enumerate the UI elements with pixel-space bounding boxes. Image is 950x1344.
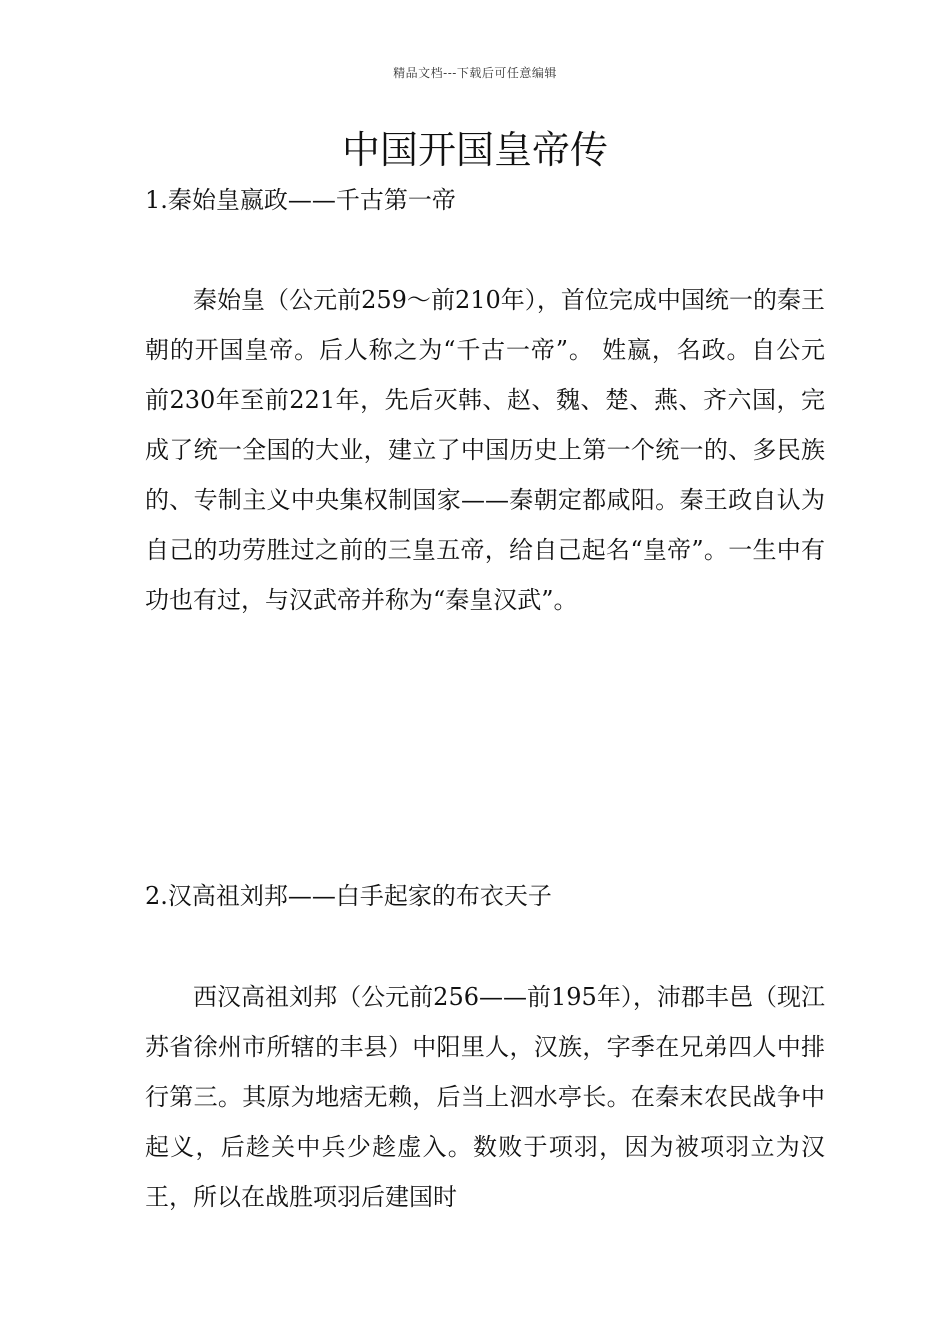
section-paragraph-qin: 秦始皇（公元前259～前210年），首位完成中国统一的秦王朝的开国皇帝。后人称之为“千古一帝”。 姓嬴，名政。自公元前230年至前221年，先后灭韩、赵、魏、楚、燕、齐六国，完成了统一全国的大业，建立了中国历史上第一个统一的、多民族的、专制主义中央集权制国家——秦朝定都咸阳。秦王政自认为自己的功劳胜过之前的三皇五帝，给自己起名“皇帝”。一生中有功也有过，与汉武帝并称为“秦皇汉武”。 xyxy=(145,286,825,614)
section-paragraph-han: 西汉高祖刘邦（公元前256——前195年），沛郡丰邑（现江苏省徐州市所辖的丰县）中阳里人，汉族，字季在兄弟四人中排行第三。其原为地痞无赖，后当上泗水亭长。在秦末农民战争中起义，后趁关中兵少趁虚入。数败于项羽，因为被项羽立为汉王，所以在战胜项羽后建国时 xyxy=(145,983,825,1211)
header-watermark: 精品文档---下载后可任意编辑 xyxy=(393,66,557,80)
document-title: 中国开国皇帝传 xyxy=(341,128,608,172)
section-heading-qin: 1.秦始皇嬴政——千古第一帝 xyxy=(145,186,456,214)
section-heading-han: 2.汉高祖刘邦——白手起家的布衣天子 xyxy=(145,882,552,910)
